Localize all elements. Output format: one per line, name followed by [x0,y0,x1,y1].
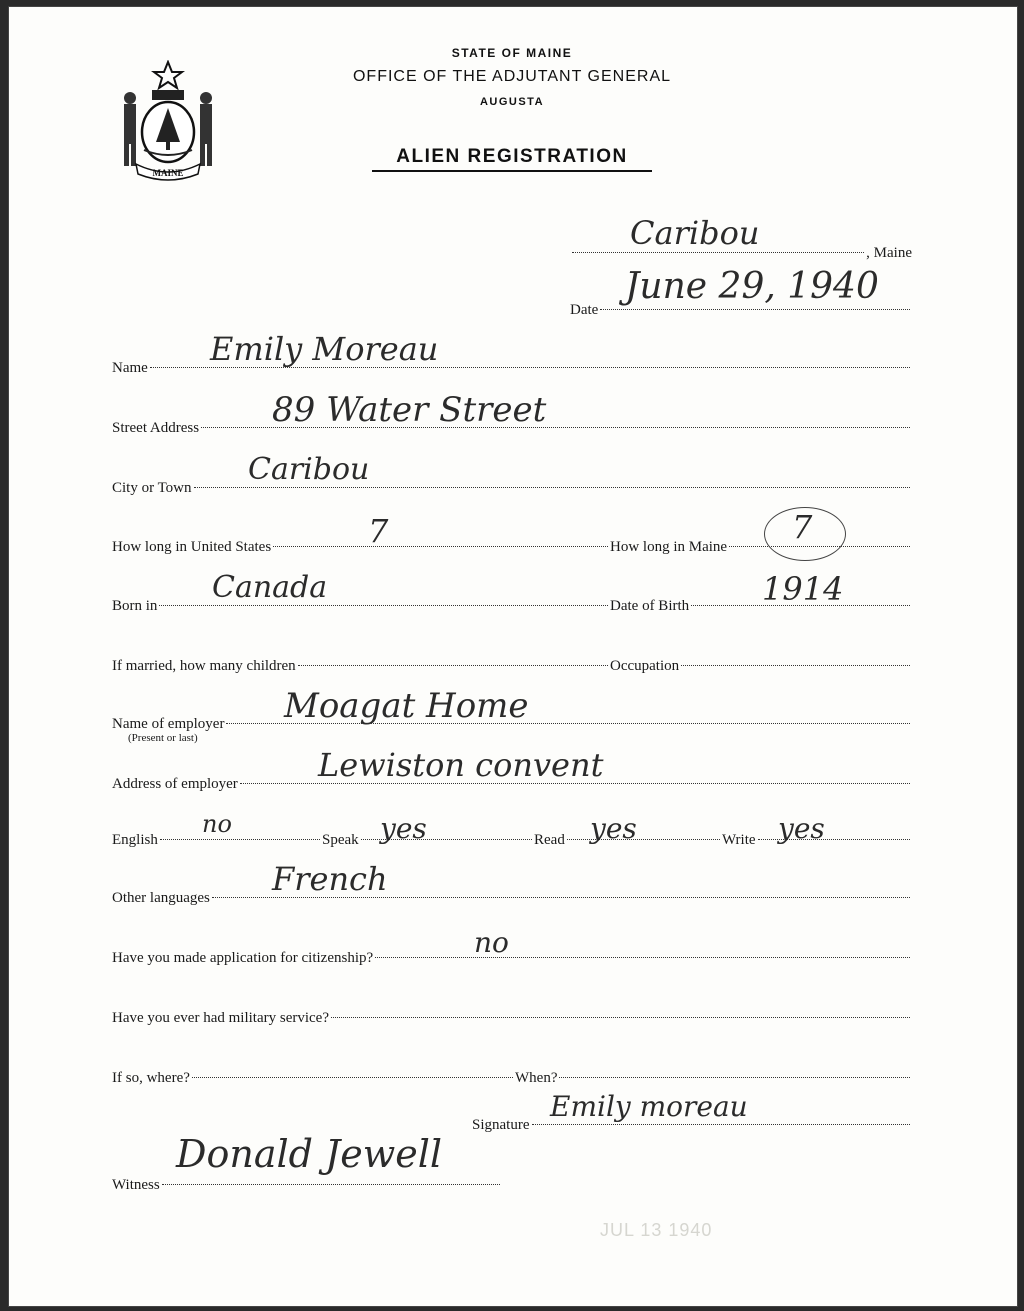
state-heading: STATE OF MAINE [451,46,573,60]
english-label: English [112,832,158,848]
military-label: Have you ever had military service? [112,1010,329,1026]
date-label: Date [570,302,599,318]
office-heading: OFFICE OF THE ADJUTANT GENERAL [352,68,672,85]
children-field[interactable] [112,658,610,675]
occupation-label: Occupation [610,658,680,674]
page-title: ALIEN REGISTRATION [396,146,628,167]
city-label: City or Town [112,480,192,496]
when-label: When? [515,1070,558,1086]
children-label: If married, how many children [112,658,296,674]
born-value: Canada [212,570,328,605]
maine-duration-value: 7 [792,508,813,546]
dob-field[interactable] [610,598,912,615]
date-value: June 29, 1940 [625,266,879,307]
us-duration-field[interactable] [112,539,610,556]
witness-label: Witness [112,1177,160,1193]
other-languages-field[interactable] [112,890,912,907]
dob-value: 1914 [762,570,844,608]
other-languages-label: Other languages [112,890,210,906]
witness-value: Donald Jewell [176,1132,443,1176]
born-field[interactable] [112,598,610,615]
military-field[interactable] [112,1010,912,1027]
employer-sublabel: (Present or last) [128,732,198,744]
employer-label: Name of employer [112,716,225,732]
other-languages-value: French [272,860,388,898]
write-value: yes [778,812,825,845]
title-underline [372,170,652,172]
city-heading: AUGUSTA [479,96,545,108]
name-value: Emily Moreau [210,330,439,368]
received-stamp: JUL 13 1940 [600,1220,713,1240]
svg-text:MAINE: MAINE [152,168,184,178]
where-label: If so, where? [112,1070,190,1086]
dob-label: Date of Birth [610,598,690,614]
name-label: Name [112,360,148,376]
maine-duration-label: How long in Maine [610,539,728,555]
place-suffix: , Maine [866,245,912,261]
employer-address-value: Lewiston convent [318,746,604,784]
employer-value: Moagat Home [284,686,529,726]
city-field[interactable] [112,480,912,497]
citizenship-label: Have you made application for citizenship? [112,950,374,966]
employer-address-label: Address of employer [112,776,238,792]
when-field[interactable] [515,1070,912,1087]
english-value: no [202,810,232,838]
city-value: Caribou [248,452,370,487]
citizenship-field[interactable] [112,950,912,967]
us-duration-label: How long in United States [112,539,272,555]
form-page [8,6,1018,1307]
citizenship-value: no [474,926,509,959]
occupation-field[interactable] [610,658,912,675]
street-label: Street Address [112,420,200,436]
place-value: Caribou [630,214,760,252]
read-value: yes [590,812,637,845]
signature-label: Signature [472,1117,530,1133]
speak-field[interactable] [322,832,534,849]
maine-duration-field[interactable] [610,539,912,556]
speak-label: Speak [322,832,359,848]
where-field[interactable] [112,1070,515,1087]
street-value: 89 Water Street [272,390,547,430]
write-label: Write [722,832,756,848]
speak-value: yes [380,812,427,845]
us-duration-value: 7 [368,512,389,550]
signature-value: Emily moreau [550,1090,748,1123]
read-label: Read [534,832,565,848]
born-label: Born in [112,598,158,614]
witness-field[interactable] [112,1177,502,1194]
